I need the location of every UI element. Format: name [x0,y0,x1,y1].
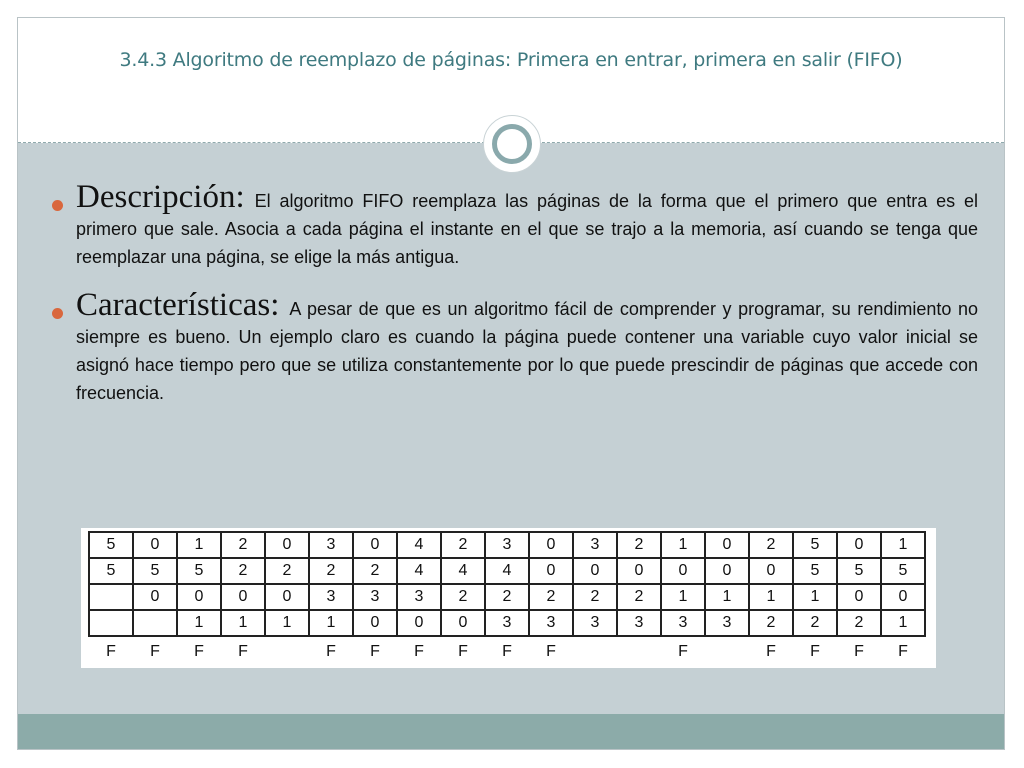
table-cell: 5 [793,532,837,558]
table-cell: 2 [749,610,793,636]
bullet-dot-icon [52,308,63,319]
table-cell: 0 [353,532,397,558]
table-cell: 2 [441,584,485,610]
table-cell: 0 [133,584,177,610]
table-cell: 2 [837,610,881,636]
bullet-dot-icon [52,200,63,211]
page-fault-cell [573,636,617,666]
page-fault-cell: F [546,642,556,660]
table-cell: 1 [177,532,221,558]
bullet-heading: Descripción: [76,179,245,215]
table-cell: 0 [177,584,221,610]
slide-title: 3.4.3 Algoritmo de reemplazo de páginas: Primera en entrar, primera en salir (FIFO) [119,49,903,71]
bullet-descripcion [58,179,978,271]
table-cell: 3 [573,532,617,558]
table-cell: 5 [89,558,133,584]
page-fault-cell: F [854,642,864,660]
page-fault-cell: F [150,642,160,660]
table-cell: 2 [353,558,397,584]
table-cell: 2 [309,558,353,584]
table-cell: 4 [397,532,441,558]
table-cell: 2 [529,584,573,610]
table-cell: 2 [265,558,309,584]
table-cell: 3 [573,610,617,636]
table-cell: 0 [661,558,705,584]
page-fault-cell: F [678,642,688,660]
table-cell: 0 [353,610,397,636]
fifo-reference-table [88,531,926,666]
table-cell: 3 [617,610,661,636]
frame-row [89,584,925,610]
table-cell: 0 [705,532,749,558]
page-fault-cell: F [106,642,116,660]
table-cell: 3 [397,584,441,610]
table-cell: 0 [617,558,661,584]
table-cell: 2 [617,584,661,610]
table-cell: 2 [617,532,661,558]
table-cell: 0 [265,532,309,558]
table-cell: 1 [705,584,749,610]
table-cell: 5 [89,532,133,558]
table-cell: 5 [881,558,925,584]
table-cell: 3 [705,610,749,636]
table-cell: 0 [397,610,441,636]
page-fault-cell [617,636,661,666]
frame-row [89,610,925,636]
frame-row [89,558,925,584]
bullet-body: El algoritmo FIFO reemplaza las páginas de la forma que el primero que entra es el primero que sale. Asocia a cada página el instante en el que se trajo a la memoria, así cuando se tenga que reemplazar una página, se elige la más antigua. [76,191,978,267]
table-cell: 3 [309,532,353,558]
table-cell: 2 [221,532,265,558]
page-fault-cell: F [370,642,380,660]
page-fault-row [89,636,925,666]
table-cell: 4 [397,558,441,584]
table-cell: 2 [749,532,793,558]
table-cell: 0 [705,558,749,584]
bottom-band [18,714,1004,749]
ring-inner [492,124,532,164]
page-fault-cell: F [326,642,336,660]
table-cell: 0 [441,610,485,636]
table-cell: 3 [529,610,573,636]
table-cell: 1 [221,610,265,636]
table-cell: 3 [485,532,529,558]
table-cell: 0 [837,532,881,558]
table-cell: 0 [221,584,265,610]
reference-string-row [89,532,925,558]
table-cell: 0 [837,584,881,610]
bullet-caracteristicas [58,287,978,407]
table-cell [89,610,133,636]
page-fault-cell: F [194,642,204,660]
page-fault-cell: F [810,642,820,660]
table-cell: 1 [661,584,705,610]
table-cell: 3 [661,610,705,636]
table-cell: 4 [441,558,485,584]
table-cell: 1 [177,610,221,636]
page-fault-cell: F [502,642,512,660]
table-cell: 5 [793,558,837,584]
table-cell: 2 [485,584,529,610]
bullet-heading: Características: [76,287,280,323]
table-cell: 0 [573,558,617,584]
table-cell: 0 [265,584,309,610]
table-cell: 2 [573,584,617,610]
table-cell: 1 [661,532,705,558]
bullet-list [58,179,978,427]
table-cell: 0 [133,532,177,558]
table-cell: 5 [177,558,221,584]
table-cell: 3 [353,584,397,610]
table-cell: 1 [309,610,353,636]
page-fault-cell: F [458,642,468,660]
table-cell: 5 [133,558,177,584]
table-cell: 4 [485,558,529,584]
table-cell: 1 [265,610,309,636]
table-cell: 1 [793,584,837,610]
table-cell: 1 [881,610,925,636]
page-fault-cell [265,636,309,666]
table-cell: 5 [837,558,881,584]
table-cell: 2 [441,532,485,558]
table-cell: 0 [881,584,925,610]
table-cell: 3 [309,584,353,610]
table-cell: 1 [881,532,925,558]
page-fault-cell: F [898,642,908,660]
fifo-table-figure [81,528,936,668]
page-fault-cell: F [766,642,776,660]
bullet-paragraph [76,287,978,407]
page-fault-cell: F [238,642,248,660]
table-cell: 2 [221,558,265,584]
bullet-body: A pesar de que es un algoritmo fácil de comprender y programar, su rendimiento no siempre es bueno. Un ejemplo claro es cuando la página puede contener una variable cuyo valor inicial se asignó hace tiempo pero que se utiliza constantemente por lo que puede prescindir de páginas que accede con frecuencia. [76,299,978,403]
table-cell [133,610,177,636]
page-fault-cell: F [414,642,424,660]
table-cell: 0 [749,558,793,584]
table-cell: 1 [749,584,793,610]
slide [17,17,1005,750]
table-cell: 0 [529,558,573,584]
table-cell: 3 [485,610,529,636]
bullet-paragraph [76,179,978,271]
page-fault-cell [705,636,749,666]
table-cell [89,584,133,610]
ring-ornament-icon [483,115,541,173]
table-cell: 0 [529,532,573,558]
table-cell: 2 [793,610,837,636]
